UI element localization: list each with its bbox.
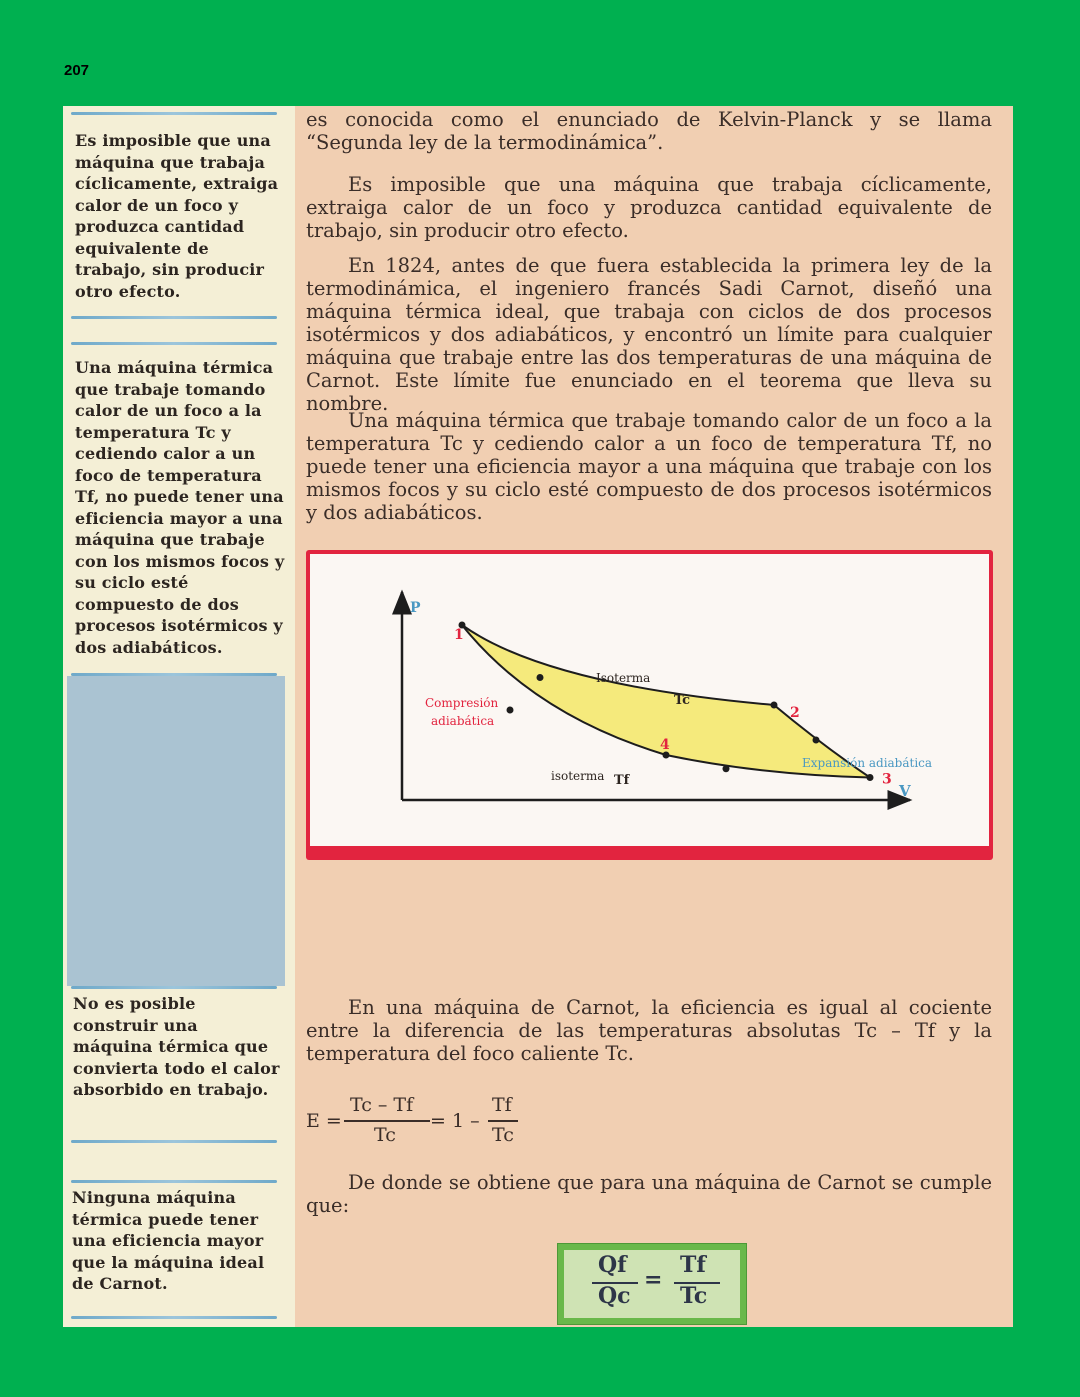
sidebar-rule: [71, 1316, 277, 1319]
formula-denominator-2: Tc: [492, 1124, 514, 1146]
carnot-diagram-frame: [306, 550, 993, 860]
sidebar-note-second-law: Es imposible que una máquina que trabaja cíclicamente, extraiga calor de un foco y produzca cantidad equivalente de trabajo, sin producir otro efecto.: [75, 131, 279, 301]
paragraph-text: es conocida como el enunciado de Kelvin-Planck y se llama “Segunda ley de la termodinámica”.: [306, 108, 992, 154]
point-label-4: 4: [660, 737, 670, 753]
paragraph-conclusion: [306, 1171, 992, 1217]
paragraph-statement: [306, 173, 992, 242]
label-isoterma-cold: isoterma: [551, 769, 605, 783]
sidebar: [63, 106, 295, 1327]
paragraph-efficiency: [306, 996, 992, 1065]
formula-denominator: Tc: [374, 1124, 396, 1146]
carnot-ratio-formula: [564, 1250, 740, 1318]
y-axis-label: P: [410, 600, 421, 616]
ratio-t-numerator: Tf: [680, 1252, 706, 1278]
sidebar-blue-panel: [67, 676, 285, 986]
label-expansion-adiabatica: Expansión adiabática: [802, 756, 933, 770]
paragraph-text: De donde se obtiene que para una máquina de Carnot se cumple que:: [306, 1171, 992, 1217]
cycle-arrow-mark: [723, 765, 730, 772]
cycle-point-2: [771, 702, 778, 709]
page-number: 207: [64, 62, 90, 79]
point-label-2: 2: [790, 705, 800, 721]
cycle-arrow-mark: [537, 674, 544, 681]
paragraph-text: En una máquina de Carnot, la eficiencia es igual al cociente entre la diferencia de las temperaturas absolutas Tc – Tf y la temperatura del foco caliente Tc.: [306, 996, 992, 1065]
formula-numerator: Tc – Tf: [350, 1094, 414, 1116]
fraction-bar: [344, 1120, 430, 1122]
sidebar-rule: [71, 1180, 277, 1183]
label-compresion: Compresión: [425, 696, 499, 710]
ratio-q-denominator: Qc: [598, 1283, 631, 1309]
label-isoterma-hot: Isoterma: [596, 671, 651, 685]
sidebar-note-carnot-max: Ninguna máquina térmica puede tener una eficiencia mayor que la máquina ideal de Carnot.: [72, 1188, 265, 1293]
ratio-t-denominator: Tc: [680, 1283, 708, 1309]
paragraph-kelvin-planck: [306, 108, 992, 154]
sidebar-rule: [71, 986, 277, 989]
formula-numerator-2: Tf: [492, 1094, 512, 1116]
sidebar-note-impossible-engine: No es posible construir una máquina térmica que convierta todo el calor absorbido en trabajo.: [73, 994, 280, 1099]
formula-lhs: E =: [306, 1110, 342, 1132]
fraction-bar: [488, 1120, 518, 1122]
cycle-arrow-mark: [507, 707, 514, 714]
formula-equals-one: = 1 –: [430, 1110, 480, 1132]
carnot-ratio-box: [557, 1243, 747, 1325]
point-label-1: 1: [454, 627, 464, 643]
sidebar-rule: [71, 1140, 277, 1143]
carnot-cycle-chart: [310, 554, 989, 846]
efficiency-formula: [306, 1092, 546, 1148]
label-adiabatica: adiabática: [431, 714, 495, 728]
paragraph-carnot-history: [306, 254, 992, 415]
paragraph-text: Es imposible que una máquina que trabaja cíclicamente, extraiga calor de un foco y produzca cantidad equivalente de trabajo, sin producir otro efecto.: [306, 173, 992, 242]
sidebar-rule: [71, 112, 277, 115]
textbook-page: [63, 106, 1013, 1327]
ratio-equals: =: [644, 1267, 663, 1293]
cycle-arrow-mark: [813, 737, 820, 744]
carnot-diagram: [310, 554, 989, 846]
sidebar-note-carnot-theorem: Una máquina térmica que trabaje tomando calor de un foco a la temperatura Tc y cediendo calor a un foco de temperatura Tf, no puede tener una eficiencia mayor a una máquina que trabaje con los mismos focos y su ciclo esté compuesto de dos procesos isotérmicos y dos adiabáticos.: [75, 358, 285, 657]
paragraph-text: Una máquina térmica que trabaje tomando calor de un foco a la temperatura Tc y cediendo calor a un foco de temperatura Tf, no puede tener una eficiencia mayor a una máquina que trabaje con los mismos focos y su ciclo esté compuesto de dos procesos isotérmicos y dos adiabáticos.: [306, 409, 992, 524]
sidebar-rule: [71, 342, 277, 345]
paragraph-carnot-theorem: [306, 409, 992, 524]
cycle-point-3: [867, 774, 874, 781]
point-label-3: 3: [882, 771, 892, 788]
label-tc: Tc: [674, 693, 691, 708]
label-tf: Tf: [614, 773, 630, 788]
x-axis-label: V: [899, 782, 911, 800]
paragraph-text: En 1824, antes de que fuera establecida la primera ley de la termodinámica, el ingeniero francés Sadi Carnot, diseñó una máquina térmica ideal, que trabaja con ciclos de dos procesos isotérmicos y dos adiabáticos, y encontró un límite para cualquier máquina que trabaje entre las dos temperaturas de una máquina de Carnot. Este límite fue enunciado en el teorema que lleva su nombre.: [306, 254, 992, 415]
sidebar-rule: [71, 316, 277, 319]
ratio-q-numerator: Qf: [598, 1252, 627, 1278]
